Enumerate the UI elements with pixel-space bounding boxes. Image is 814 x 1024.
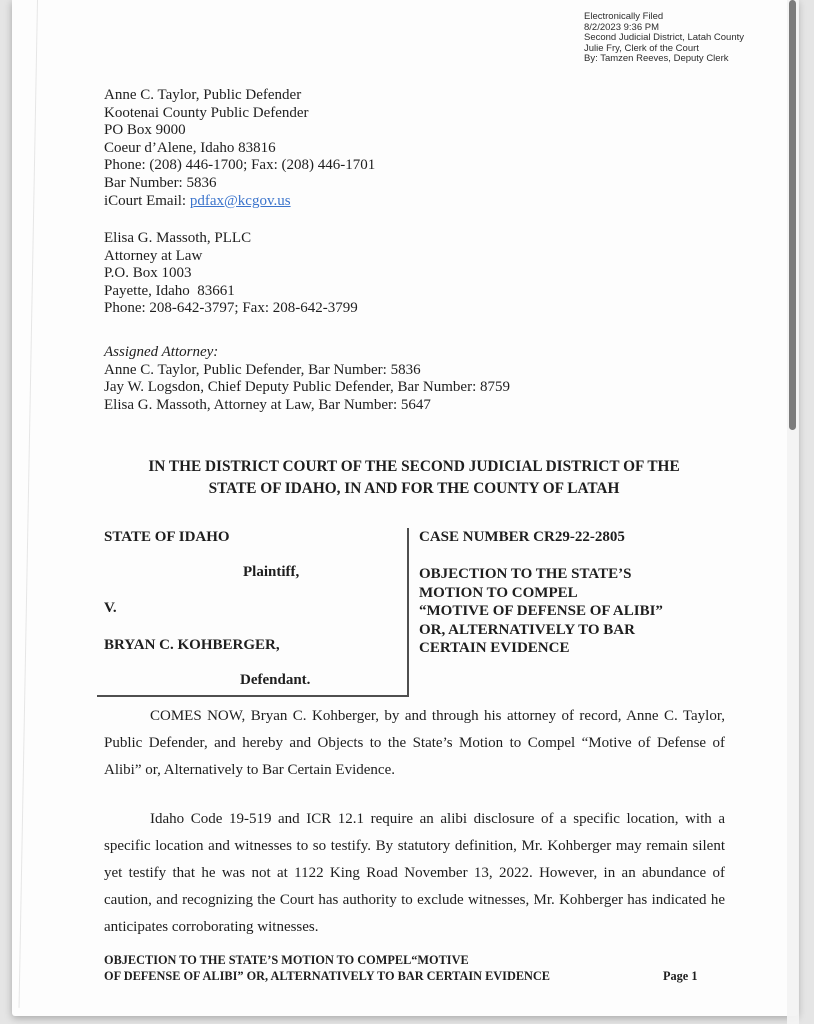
attorney-line: P.O. Box 1003	[104, 265, 192, 282]
defendant-name: BRYAN C. KOHBERGER,	[104, 637, 280, 653]
assigned-attorney-line: Elisa G. Massoth, Attorney at Law, Bar Number: 5647	[104, 396, 431, 413]
document-page	[12, 0, 798, 1016]
filing-stamp-line: 8/2/2023 9:36 PM	[584, 21, 659, 33]
email-label: iCourt Email:	[104, 192, 190, 209]
document-title-line: OR, ALTERNATIVELY TO BAR	[419, 621, 635, 638]
body-paragraph: COMES NOW, Bryan C. Kohberger, by and through his attorney of record, Anne C. Taylor, Public Defender, and hereby and Objects to the State’s Motion to Compel “Motive of Defense of Alibi” or, Alternatively to Bar Certain Evidence.	[104, 708, 725, 778]
document-title-line: MOTION TO COMPEL	[419, 584, 578, 601]
attorney-line: PO Box 9000	[104, 122, 186, 139]
caption-vertical-rule	[407, 528, 409, 696]
attorney-line: Phone: (208) 446-1700; Fax: (208) 446-1701	[104, 157, 376, 174]
attorney-line: Attorney at Law	[104, 247, 203, 264]
body-paragraph: Idaho Code 19-519 and ICR 12.1 require an alibi disclosure of a specific location, with a specific location and witnesses to so testify. By statutory definition, Mr. Kohberger may remain silent yet testify that he was not at 1122 King Road November 13, 2022. However, in an abundance of caution, and recognizing the Court has authority to exclude witnesses, Mr. Kohberger has indicated he anticipates corroborating witnesses.	[104, 811, 725, 935]
plaintiff-role: Plaintiff,	[243, 564, 300, 580]
scrollbar-thumb[interactable]	[789, 0, 796, 430]
filing-stamp-line: By: Tamzen Reeves, Deputy Clerk	[584, 53, 729, 65]
assigned-attorney-line: Anne C. Taylor, Public Defender, Bar Number: 5836	[104, 361, 421, 378]
attorney-line: Phone: 208-642-3797; Fax: 208-642-3799	[104, 300, 358, 317]
case-number: CASE NUMBER CR29-22-2805	[419, 529, 625, 545]
plaintiff-name: STATE OF IDAHO	[104, 529, 230, 545]
email-link[interactable]: pdfax@kcgov.us	[189, 192, 291, 209]
court-heading	[104, 456, 724, 499]
assigned-attorney-heading: Assigned Attorney:	[104, 344, 219, 360]
filing-stamp-line: Second Judicial District, Latah County	[584, 32, 744, 44]
filing-stamp-line: Electronically Filed	[584, 11, 664, 22]
scanned-paper-edge	[19, 0, 38, 1008]
footer-title-line: OF DEFENSE OF ALIBI” OR, ALTERNATIVELY TO BAR CERTAIN EVIDENCE	[104, 969, 551, 983]
attorney-block-taylor	[104, 87, 375, 210]
document-title	[419, 565, 729, 658]
defendant-role: Defendant.	[240, 672, 311, 688]
court-heading-line: IN THE DISTRICT COURT OF THE SECOND JUDICIAL DISTRICT OF THE	[148, 458, 680, 475]
document-title-line: CERTAIN EVIDENCE	[419, 640, 570, 657]
versus-label: V.	[104, 600, 117, 616]
document-title-line: “MOTIVE OF DEFENSE OF ALIBI”	[419, 603, 663, 620]
attorney-line: Payette, Idaho 83661	[104, 282, 235, 299]
attorney-line: Coeur d’Alene, Idaho 83816	[104, 139, 276, 156]
filing-stamp	[584, 12, 744, 65]
footer-title	[104, 952, 604, 984]
icourt-email-line	[104, 193, 375, 211]
court-heading-line: STATE OF IDAHO, IN AND FOR THE COUNTY OF LATAH	[208, 479, 620, 497]
page-number: Page 1	[663, 969, 698, 983]
attorney-line: Anne C. Taylor, Public Defender	[104, 87, 302, 103]
filing-stamp-line: Julie Fry, Clerk of the Court	[584, 42, 699, 54]
attorney-line: Kootenai County Public Defender	[104, 104, 309, 121]
attorney-line: Elisa G. Massoth, PLLC	[104, 230, 252, 246]
caption-horizontal-rule	[97, 695, 409, 697]
attorney-line: Bar Number: 5836	[104, 174, 217, 191]
assigned-attorney-line: Jay W. Logsdon, Chief Deputy Public Defender, Bar Number: 8759	[104, 379, 510, 396]
assigned-attorney-block	[104, 344, 510, 414]
footer-title-line: OBJECTION TO THE STATE’S MOTION TO COMPEL“MOTIVE	[104, 953, 469, 967]
document-title-line: OBJECTION TO THE STATE’S	[419, 566, 632, 582]
attorney-block-massoth	[104, 230, 358, 318]
